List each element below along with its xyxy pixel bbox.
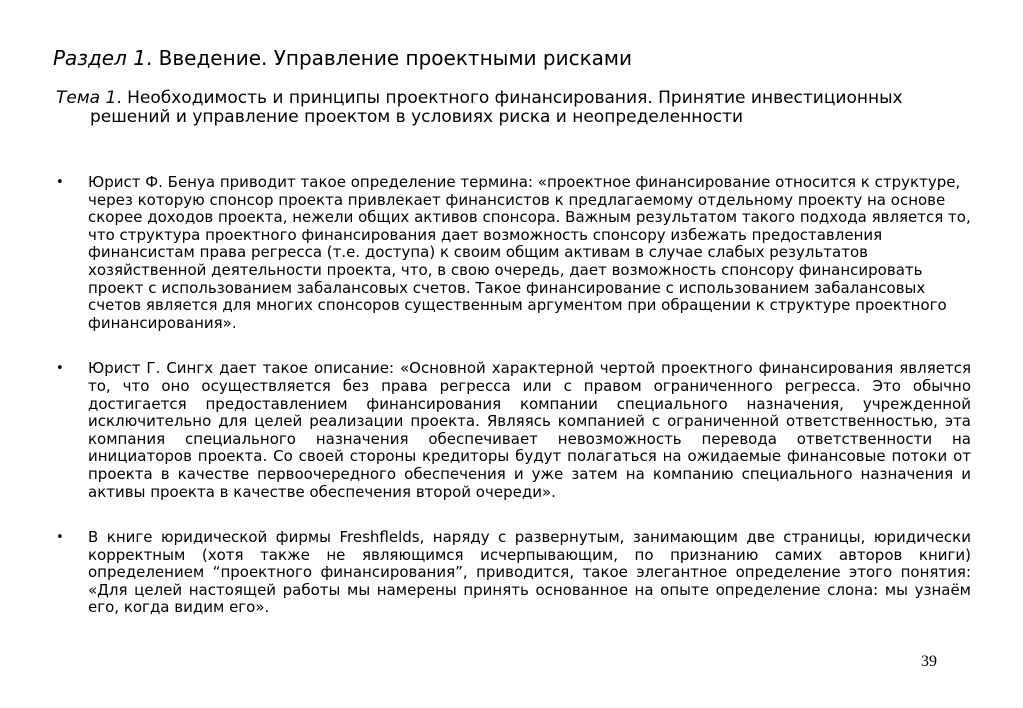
bullet-item-2 xyxy=(56,360,971,501)
section-label: Раздел 1 xyxy=(53,46,146,70)
bullet-dot-icon: • xyxy=(56,361,64,377)
topic-label: Тема 1 xyxy=(56,88,117,108)
bullet-dot-icon: • xyxy=(56,530,64,546)
section-title: . Введение. Управление проектными рисками xyxy=(145,46,632,70)
bullet-text-2: Юрист Г. Сингх дает такое описание: «Основной характерной чертой проектного финансирования является то, что оно осуществляется без права регресса или с правом ограниченного регресса. Это обычно достигается предоставлением финансирования компании специального назначения, учрежденной исключительно для целей реализации проекта. Являясь компанией с ограниченной ответственностью, эта компания специального назначения обеспечивает невозможность перевода ответственности на инициаторов проекта. Со своей стороны кредиторы будут полагаться на ожидаемые финансовые потоки от проекта в качестве первоочередного обеспечения и уже затем на компанию специального назначения и активы проекта в качестве обеспечения второй очереди». xyxy=(88,359,971,501)
bullet-text-3: В книге юридической фирмы Freshflelds, наряду с развернутым, занимающим две страницы, юридически корректным (хотя также не являющимся исчерпывающим, по признанию самих авторов книги) определением “проектного финансирования”, приводится, такое элегантное определение этого понятия: «Для целей настоящей работы мы намерены принять основанное на опыте определение слона: мы узнаём его, когда видим его». xyxy=(88,528,971,617)
bullet-text-1: Юрист Ф. Бенуа приводит такое определение термина: «проектное финансирование относится к структуре, через которую спонсор проекта привлекает финансистов к предлагаемому отдельному проекту на основе скорее доходов проекта, нежели общих активов спонсора. Важным результатом такого подхода является то, что структура проектного финансирования дает возможность спонсору избежать предоставления финансистам права регресса (т.е. доступа) к своим общим активам в случае слабых результатов хозяйственной деятельности проекта, что, в свою очередь, дает возможность спонсору финансировать проект с использованием забалансовых счетов. Такое финансирование с использованием забалансовых счетов является для многих спонсоров существенным аргументом при обращении к структуре проектного финансирования». xyxy=(88,173,971,332)
bullet-dot-icon: • xyxy=(56,175,64,190)
bullet-item-3 xyxy=(56,529,971,617)
bullet-list xyxy=(56,174,971,645)
topic-heading xyxy=(56,89,970,127)
page-number: 39 xyxy=(921,653,937,670)
topic-title: . Необходимость и принципы проектного финансирования. Принятие инвестиционных решений и управление проектом в условиях риска и неопределенности xyxy=(90,88,903,127)
bullet-item-1 xyxy=(56,174,971,332)
section-heading xyxy=(53,45,632,71)
